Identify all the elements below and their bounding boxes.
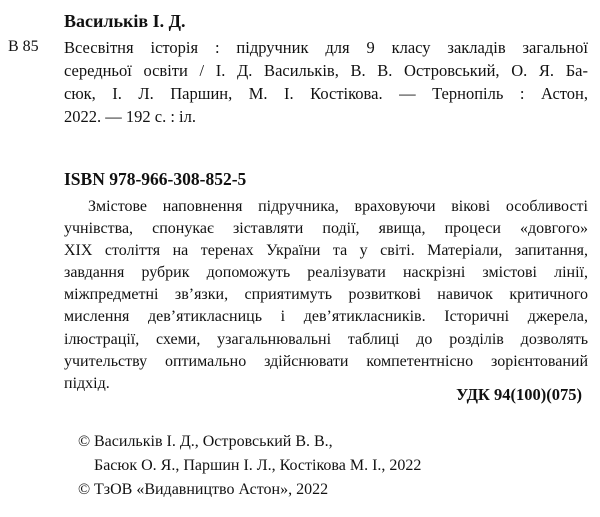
annotation-line: учительству оптимально здійснювати компетентнісно зорієнтований (64, 352, 588, 370)
copyright-publisher (78, 478, 421, 502)
annotation-line: мислення дев’ятикласниць і дев’ятикласників. Історичні джерела, (64, 308, 588, 326)
udk-code: УДК 94(100)(075) (456, 385, 582, 404)
copyright-icon: © (78, 433, 91, 450)
bibliographic-description (64, 36, 588, 128)
author-heading: Васильків І. Д. (64, 11, 186, 31)
copyright-icon: © (78, 481, 91, 498)
annotation-line: учнівства, спонукає зіставляти події, явища, процеси «довгого» (64, 220, 588, 238)
copyright-authors (78, 430, 421, 454)
annotation-line: ілюстрації, схеми, узагальнювальні таблиці до розділів дозволять (64, 330, 588, 348)
annotation-line: завдання рубрик допоможуть реалізувати наскрізні змістові лінії, (64, 264, 588, 282)
copyright-authors-line-2: Басюк О. Я., Паршин І. Л., Костікова М. І., 2022 (94, 457, 422, 474)
copyright-block (78, 430, 421, 502)
annotation-line: підхід. (64, 374, 110, 392)
copyright-publisher-line: ТзОВ «Видавництво Астон», 2022 (94, 481, 329, 498)
annotation-line: XIX століття на теренах України та у світі. Матеріали, запитання, (64, 242, 588, 260)
bibliographic-line: середньої освіти / І. Д. Васильків, В. В. Островський, О. Я. Ба- (64, 61, 588, 80)
annotation-line: Змістове наповнення підручника, враховуючи вікові особливості (88, 198, 588, 215)
annotation-line: міжпредметні зв’язки, сприятимуть розвиткові навичок критичного (64, 286, 588, 304)
shelf-code: В 85 (8, 38, 39, 55)
annotation (64, 196, 588, 395)
copyright-authors-line-1: Васильків І. Д., Островський В. В., (94, 433, 333, 450)
isbn: ISBN 978-966-308-852-5 (64, 169, 247, 189)
bibliographic-line: 2022. — 192 с. : іл. (64, 107, 196, 126)
bibliographic-line: сюк, І. Л. Паршин, М. І. Костікова. — Тернопіль : Астон, (64, 84, 588, 103)
bibliographic-line: Всесвітня історія : підручник для 9 класу закладів загальної (64, 38, 588, 57)
